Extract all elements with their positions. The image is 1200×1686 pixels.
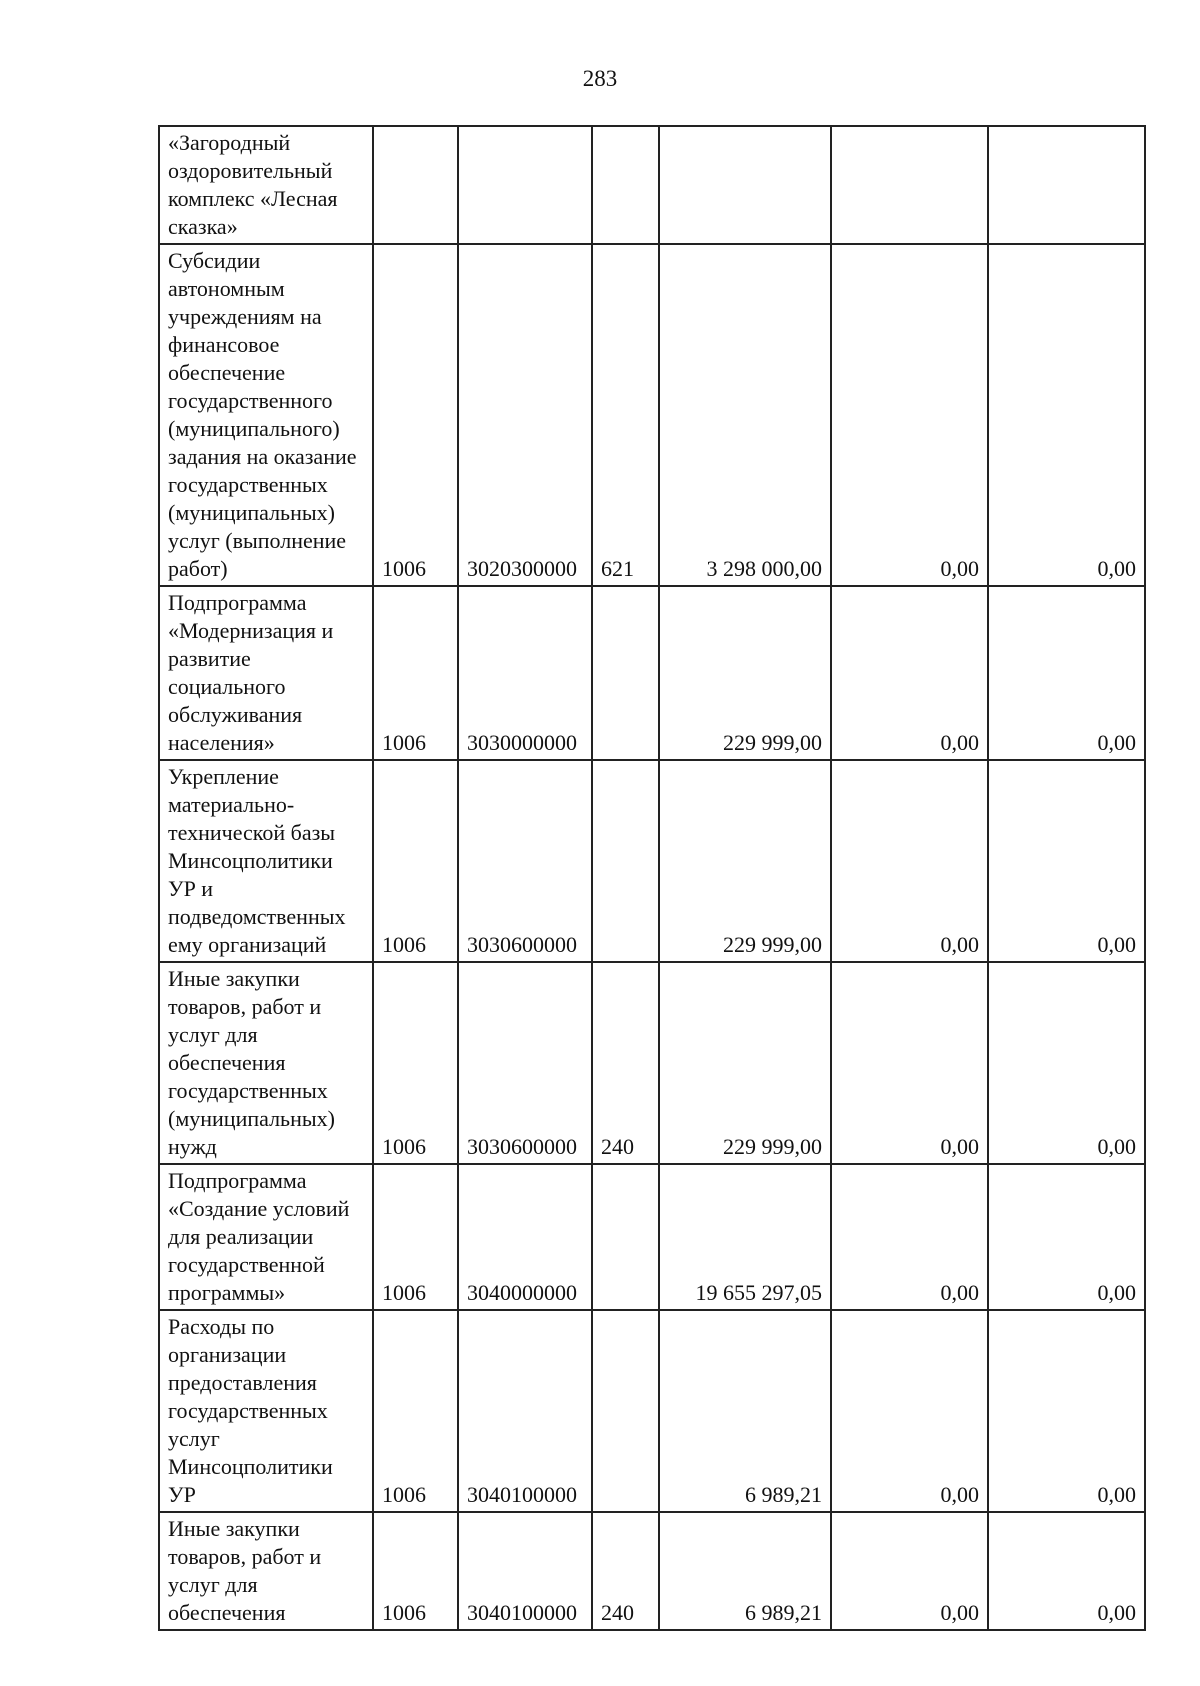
section-code: 1006 <box>373 1310 458 1512</box>
table-row <box>159 760 1145 962</box>
target-article-code: 3040100000 <box>458 1512 592 1630</box>
row-name: Иные закупки товаров, работ и услуг для обеспечения <box>159 1512 373 1630</box>
section-code <box>373 126 458 244</box>
target-article-code: 3030000000 <box>458 586 592 760</box>
row-name: Укрепление материально- технической базы Минсоцполитики УР и подведомственных ему организаций <box>159 760 373 962</box>
target-article-code: 3030600000 <box>458 760 592 962</box>
year3-amount-cell: 0,00 <box>988 962 1145 1164</box>
expense-kind-code: 240 <box>592 1512 659 1630</box>
amount-cell <box>659 126 831 244</box>
year2-amount-cell <box>831 126 988 244</box>
year2-amount-cell: 0,00 <box>831 586 988 760</box>
year2-amount-cell: 0,00 <box>831 1164 988 1310</box>
year2-amount-cell: 0,00 <box>831 1310 988 1512</box>
budget-table <box>158 125 1146 1631</box>
section-code: 1006 <box>373 962 458 1164</box>
amount-cell: 229 999,00 <box>659 760 831 962</box>
target-article-code: 3030600000 <box>458 962 592 1164</box>
row-name: Подпрограмма «Создание условий для реализации государственной программы» <box>159 1164 373 1310</box>
table-row <box>159 1164 1145 1310</box>
year3-amount-cell: 0,00 <box>988 244 1145 586</box>
table-row <box>159 244 1145 586</box>
table-row <box>159 962 1145 1164</box>
year2-amount-cell: 0,00 <box>831 962 988 1164</box>
expense-kind-code <box>592 586 659 760</box>
row-name: Иные закупки товаров, работ и услуг для обеспечения государственных (муниципальных) нужд <box>159 962 373 1164</box>
section-code: 1006 <box>373 244 458 586</box>
expense-kind-code: 240 <box>592 962 659 1164</box>
section-code: 1006 <box>373 586 458 760</box>
expense-kind-code <box>592 126 659 244</box>
year3-amount-cell <box>988 126 1145 244</box>
expense-kind-code <box>592 1164 659 1310</box>
amount-cell: 229 999,00 <box>659 586 831 760</box>
amount-cell: 3 298 000,00 <box>659 244 831 586</box>
expense-kind-code <box>592 1310 659 1512</box>
year3-amount-cell: 0,00 <box>988 1310 1145 1512</box>
year3-amount-cell: 0,00 <box>988 760 1145 962</box>
target-article-code: 3020300000 <box>458 244 592 586</box>
target-article-code: 3040000000 <box>458 1164 592 1310</box>
amount-cell: 229 999,00 <box>659 962 831 1164</box>
row-name: «Загородный оздоровительный комплекс «Лесная сказка» <box>159 126 373 244</box>
row-name: Субсидии автономным учреждениям на финансовое обеспечение государственного (муниципального) задания на оказание государственных (муниципальных) услуг (выполнение работ) <box>159 244 373 586</box>
section-code: 1006 <box>373 1512 458 1630</box>
table-row <box>159 1310 1145 1512</box>
table-row <box>159 586 1145 760</box>
amount-cell: 6 989,21 <box>659 1512 831 1630</box>
table-row <box>159 1512 1145 1630</box>
year2-amount-cell: 0,00 <box>831 244 988 586</box>
year3-amount-cell: 0,00 <box>988 586 1145 760</box>
year2-amount-cell: 0,00 <box>831 760 988 962</box>
expense-kind-code: 621 <box>592 244 659 586</box>
target-article-code <box>458 126 592 244</box>
year3-amount-cell: 0,00 <box>988 1512 1145 1630</box>
amount-cell: 19 655 297,05 <box>659 1164 831 1310</box>
table-row <box>159 126 1145 244</box>
target-article-code: 3040100000 <box>458 1310 592 1512</box>
row-name: Расходы по организации предоставления государственных услуг Минсоцполитики УР <box>159 1310 373 1512</box>
row-name: Подпрограмма «Модернизация и развитие социального обслуживания населения» <box>159 586 373 760</box>
section-code: 1006 <box>373 760 458 962</box>
year3-amount-cell: 0,00 <box>988 1164 1145 1310</box>
expense-kind-code <box>592 760 659 962</box>
amount-cell: 6 989,21 <box>659 1310 831 1512</box>
section-code: 1006 <box>373 1164 458 1310</box>
page-number: 283 <box>582 66 618 91</box>
year2-amount-cell: 0,00 <box>831 1512 988 1630</box>
